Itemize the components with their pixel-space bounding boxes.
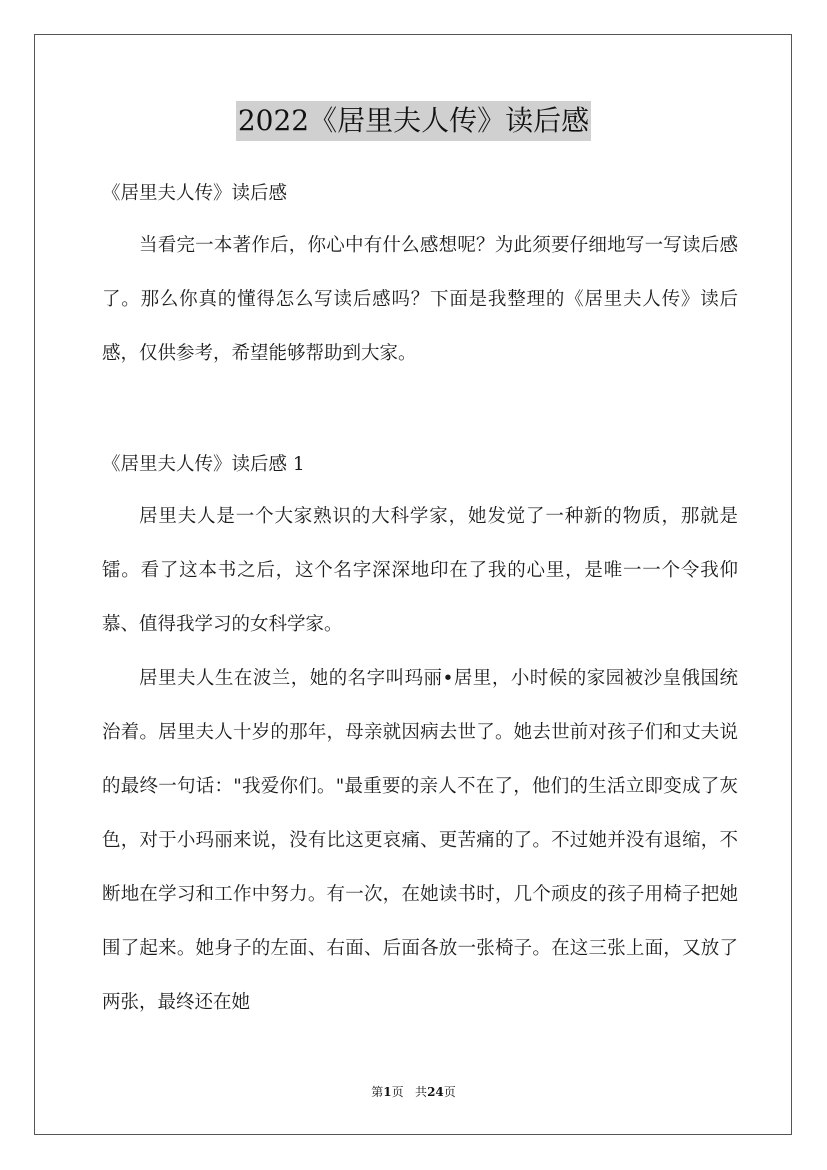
total-label-suffix: 页	[443, 1085, 456, 1099]
document-title: 2022《居里夫人传》读后感	[236, 101, 591, 141]
page-label-suffix: 页	[391, 1085, 404, 1099]
total-pages: 24	[427, 1085, 444, 1099]
intro-paragraph: 当看完一本著作后，你心中有什么感想呢？为此须要仔细地写一写读后感了。那么你真的懂得怎么写读后感吗？下面是我整理的《居里夫人传》读后感，仅供参考，希望能够帮助到大家。	[102, 235, 738, 364]
body-paragraph-2: 居里夫人生在波兰，她的名字叫玛丽•居里，小时候的家园被沙皇俄国统治着。居里夫人十岁的那年，母亲就因病去世了。她去世前对孩子们和丈夫说的最终一句话："我爱你们。"最重要的亲人不在了，他们的生活立即变成了灰色，对于小玛丽来说，没有比这更哀痛、更苦痛的了。不过她并没有退缩，不断地在学习和工作中努力。有一次，在她读书时，几个顽皮的孩子用椅子把她围了起来。她身子的左面、右面、后面各放一张椅子。在这三张上面，又放了两张，最终还在她	[102, 668, 738, 1013]
page-footer	[0, 1083, 827, 1101]
page-label-prefix: 第	[371, 1085, 384, 1099]
title-container	[0, 101, 827, 141]
page-number: 1	[383, 1085, 392, 1099]
document-subtitle: 《居里夫人传》读后感	[102, 183, 288, 204]
body-paragraph-1: 居里夫人是一个大家熟识的大科学家，她发觉了一种新的物质，那就是镭。看了这本书之后，这个名字深深地印在了我的心里，是唯一一个令我仰慕、值得我学习的女科学家。	[102, 506, 738, 635]
section-heading: 《居里夫人传》读后感 1	[102, 454, 305, 475]
total-label-prefix: 共	[415, 1085, 428, 1099]
